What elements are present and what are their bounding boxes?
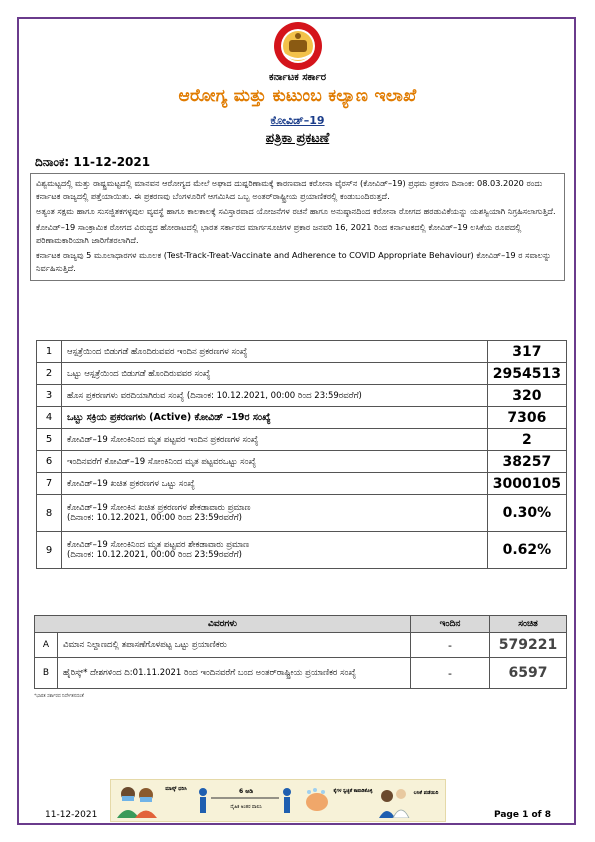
karnataka-emblem-icon	[272, 20, 324, 72]
row-value: 0.30%	[487, 495, 566, 532]
table-row	[37, 385, 567, 407]
row-value: 3000105	[487, 473, 566, 495]
summary-footnote: *ಭಾರತ ಸರ್ಕಾರದ ನಿರ್ದೇಶನದಂತೆ	[34, 694, 84, 699]
row-number: 4	[37, 407, 62, 429]
table-row	[37, 532, 567, 569]
covid-title	[0, 114, 595, 128]
vaccination-icon	[377, 784, 411, 818]
release-date: ದಿನಾಂಕ: 11-12-2021	[35, 155, 151, 169]
row-number: 8	[37, 495, 62, 532]
intro-paragraph: ವಿಶ್ವಮಟ್ಟದಲ್ಲಿ ಮತ್ತು ರಾಷ್ಟ್ರಮಟ್ಟದಲ್ಲಿ ಮಾನವನ ಆರೋಗ್ಯದ ಮೇಲೆ ಅಘಾದ ದುಷ್ಪರಿಣಾಮಕ್ಕೆ ಕಾರಣವಾದ ಕರೋನಾ ವೈರಸ್‌ನ (ಕೋವಿಡ್–19) ಪ್ರಥಮ ಪ್ರಕರಣ ದಿನಾಂಕ: 08.03.2020 ರಂದು ಕರ್ನಾಟಕ ರಾಜ್ಯದಲ್ಲಿ ಪತ್ತೆಯಾಯಿತು. ಈ ಪ್ರಕರಣವು ಬೆಂಗಳೂರಿಗೆ ಆಗಮಿಸಿದ ಒಬ್ಬ ಅಂತರ್‌ರಾಷ್ಟ್ರೀಯ ಪ್ರಯಾಣಿಕರಲ್ಲಿ ಕಂಡುಬಂದಿರುತ್ತದೆ.	[36, 178, 543, 202]
row-cumulative: 579221	[490, 633, 567, 658]
row-code: B	[35, 658, 58, 689]
row-label	[62, 495, 488, 532]
header-details: ವಿವರಗಳು	[35, 616, 411, 633]
row-number: 2	[37, 363, 62, 385]
table-row	[37, 473, 567, 495]
stats-table	[36, 340, 567, 569]
row-value: 2954513	[487, 363, 566, 385]
table-row	[37, 341, 567, 363]
department-name: ಕರ್ನಾಟಕ ಸರ್ಕಾರ	[268, 72, 327, 83]
row-number: 9	[37, 532, 62, 569]
distance-text: 6 ಅಡಿ	[239, 788, 253, 795]
summary-table	[34, 615, 567, 689]
vaccine-text: ಲಸಿಕೆ ಪಡೆಯಿರಿ	[413, 790, 439, 796]
row-label: ವಿಮಾನ ನಿಲ್ದಾಣದಲ್ಲಿ ತಪಾಸಣೆಗೊಳಪಟ್ಟ ಒಟ್ಟು ಪ್ರಯಾಣಿಕರು	[58, 633, 411, 658]
row-value: 317	[487, 341, 566, 363]
row-label: ಇಂದಿನವರೆಗೆ ಕೋವಿಡ್–19 ಸೋಂಕಿನಿಂದ ಮೃತ ಪಟ್ಟವರಒಟ್ಟು ಸಂಖ್ಯೆ	[62, 451, 488, 473]
row-label: ಹೈರಿಸ್ಕ್* ದೇಶಗಳಿಂದ ದಿ:01.11.2021 ರಿಂದ ಇಂದಿನವರೆಗೆ ಬಂದ ಅಂತರ್‌ರಾಷ್ಟ್ರೀಯ ಪ್ರಯಾಣಿಕರ ಸಂಖ್ಯೆ	[58, 658, 411, 689]
table-row	[37, 363, 567, 385]
row-label: ಕೋವಿಡ್–19 ಖಚಿತ ಪ್ರಕರಣಗಳ ಒಟ್ಟು ಸಂಖ್ಯೆ	[62, 473, 488, 495]
row-value: 0.62%	[487, 532, 566, 569]
row-label-sub: (ದಿನಾಂಕ: 10.12.2021, 00:00 ರಿಂದ 23:59ರವರೆಗೆ)	[67, 550, 242, 560]
row-number: 5	[37, 429, 62, 451]
row-label: ಒಟ್ಟು ಆಸ್ಪತ್ರೆಯಿಂದ ಬಿಡುಗಡೆ ಹೊಂದಿರುವವರ ಸಂಖ್ಯೆ	[62, 363, 488, 385]
row-cumulative: 6597	[490, 658, 567, 689]
intro-paragraph: ಕರ್ನಾಟಕ ರಾಜ್ಯವು 5 ಮೂಲಾಧಾರಗಳ ಮೂಲಕ (Test-Track-Treat-Vaccinate and Adherence to COVID Appropriate Behaviour) ಕೋವಿಡ್–19 ರ ಸವಾಲನ್ನು ನಿರ್ವಹಿಸುತ್ತಿದೆ.	[36, 250, 552, 274]
masked-people-icon	[115, 784, 159, 818]
table-row	[37, 495, 567, 532]
row-value: 38257	[487, 451, 566, 473]
row-value: 320	[487, 385, 566, 407]
row-number: 1	[37, 341, 62, 363]
row-number: 7	[37, 473, 62, 495]
row-label-main: ಕೋವಿಡ್–19 ಸೋಂಕಿನ ಖಚಿತ ಪ್ರಕರಣಗಳ ಶೇಕಡಾವಾರು ಪ್ರಮಾಣ	[67, 503, 251, 513]
table-row	[37, 451, 567, 473]
wash-text: ಕೈಗಳ ಸ್ವಚ್ಛತೆ ಕಾಪಾಡಿಕೊಳ್ಳಿ	[333, 789, 373, 794]
header-today: ಇಂದಿನ	[411, 616, 490, 633]
row-label: ಆಸ್ಪತ್ರೆಯಿಂದ ಬಿಡುಗಡೆ ಹೊಂದಿರುವವರ ಇಂದಿನ ಪ್ರಕರಣಗಳ ಸಂಖ್ಯೆ	[62, 341, 488, 363]
intro-paragraph: ಕೋವಿಡ್–19 ಸಾಂಕ್ರಾಮಿಕ ರೋಗದ ವಿರುದ್ಧದ ಹೋರಾಟದಲ್ಲಿ ಭಾರತ ಸರ್ಕಾರದ ಮಾರ್ಗಸೂಚಿಗಳ ಪ್ರಕಾರ ಜನವರಿ 16, 2021 ರಿಂದ ಕರ್ನಾಟಕದಲ್ಲಿ ಕೋವಿಡ್–19 ಲಸಿಕೆಯ ರೂಪದಲ್ಲಿ ಪರಿಣಾಮಕಾರಿಯಾಗಿ ಜಾರಿಗೆತರಲಾಗಿದೆ.	[36, 221, 522, 245]
row-label-sub: (ದಿನಾಂಕ: 10.12.2021, 00:00 ರಿಂದ 23:59ರವರೆಗೆ)	[67, 513, 242, 523]
intro-paragraph: ಅತ್ಯಂತ ಸಕ್ಷಮ ಹಾಗೂ ಸುಸಜ್ಜಿತಕಗಳ್ಳವುಲ ವ್ಯವಸ್ಥೆ ಹಾಗೂ ಕಾಲಕಾಲಕ್ಕೆ ಸವಿಸ್ತಾರವಾದ ಯೋಜನೆಗಳ ರಚನೆ ಹಾಗೂ ಅನುಷ್ಠಾನದಿಂದ ಕರೋನಾ ರೋಗದ ಹರಡುವಿಕೆಯನ್ನು ಯಶಸ್ವಿಯಾಗಿ ನಿಗ್ರಹಿಸಲಾಗುತ್ತಿದೆ.	[36, 206, 556, 217]
row-today: -	[411, 658, 490, 689]
page-number-text: Page 1 of 8	[494, 810, 551, 820]
safety-banner	[110, 779, 446, 822]
row-today: -	[411, 633, 490, 658]
hand-wash-icon	[303, 786, 331, 816]
page-number	[494, 810, 551, 820]
row-label-main: ಕೋವಿಡ್–19 ಸೋಂಕಿನಿಂದ ಮೃತ ಪಟ್ಟವರ ಶೇಕಡಾವಾರು ಪ್ರಮಾಣ	[67, 540, 250, 550]
row-label: ಹೊಸ ಪ್ರಕರಣಗಳು ವರದಿಯಾಗಿರುವ ಸಂಖ್ಯೆ (ದಿನಾಂಕ: 10.12.2021, 00:00 ರಿಂದ 23:59ರವರೆಗೆ)	[62, 385, 488, 407]
distance-sub-text: ದೈಹಿಕ ಅಂತರ ಪಾಲಿಸಿ	[230, 805, 262, 810]
mask-text: ಮಾಸ್ಕ್ ಧರಿಸಿ	[165, 786, 187, 792]
covid-title-text: ಕೋವಿಡ್–19	[270, 114, 325, 127]
row-number: 6	[37, 451, 62, 473]
row-label: ಕೋವಿಡ್–19 ಸೋಂಕಿನಿಂದ ಮೃತ ಪಟ್ಟವರ ಇಂದಿನ ಪ್ರಕರಣಗಳ ಸಂಖ್ಯೆ	[62, 429, 488, 451]
row-code: A	[35, 633, 58, 658]
header-cumulative: ಸಂಚಿತ	[490, 616, 567, 633]
table-row	[35, 633, 567, 658]
summary-header-row	[35, 616, 567, 633]
table-row	[37, 429, 567, 451]
row-label: ಒಟ್ಟು ಸಕ್ರಿಯ ಪ್ರಕರಣಗಳು (Active) ಕೋವಿಡ್ –19ರ ಸಂಖ್ಯೆ	[62, 407, 488, 429]
ministry-title: ಆರೋಗ್ಯ ಮತ್ತು ಕುಟುಂಬ ಕಲ್ಯಾಣ ಇಲಾಖೆ	[178, 86, 417, 106]
table-row	[37, 407, 567, 429]
intro-box	[30, 173, 565, 281]
row-value: 7306	[487, 407, 566, 429]
row-number: 3	[37, 385, 62, 407]
row-value: 2	[487, 429, 566, 451]
footer-date: 11-12-2021	[45, 810, 98, 820]
table-row	[35, 658, 567, 689]
row-label	[62, 532, 488, 569]
press-release-heading: ಪತ್ರಿಕಾ ಪ್ರಕಟಣೆ	[265, 131, 330, 146]
